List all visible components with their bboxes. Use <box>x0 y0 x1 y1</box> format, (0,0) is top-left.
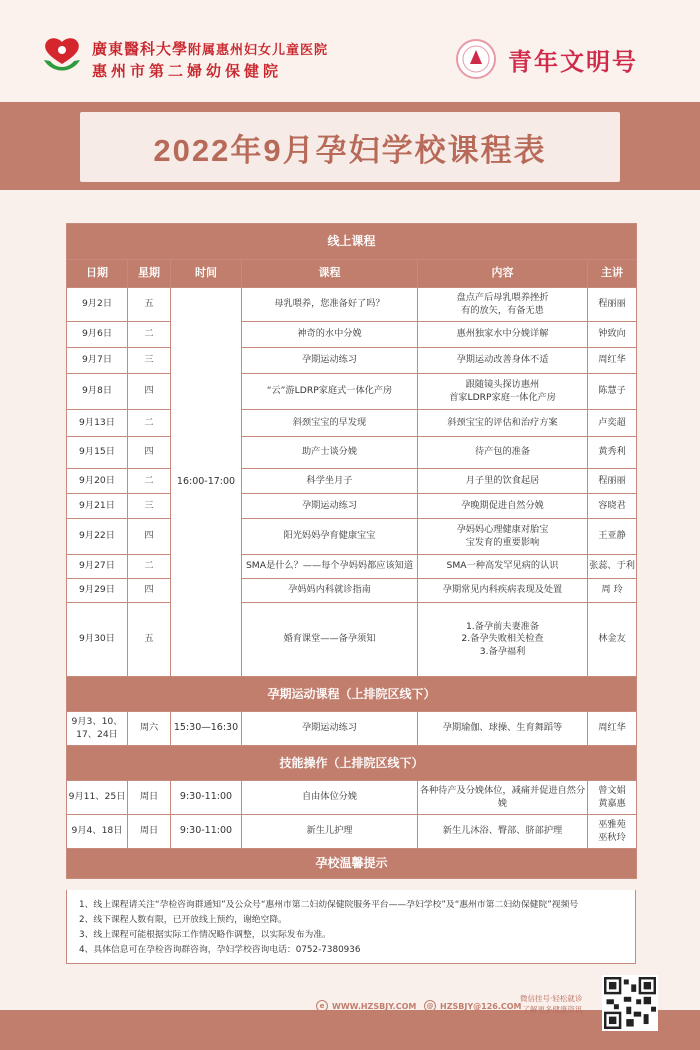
speaker-cell: 周红华 <box>588 348 637 374</box>
weekday-cell: 周日 <box>128 815 171 849</box>
website-text[interactable]: WWW.HZSBJY.COM <box>332 1001 417 1011</box>
course-cell: 孕期运动练习 <box>242 712 418 746</box>
section-online <box>67 224 637 260</box>
weekday-cell: 五 <box>128 288 171 322</box>
table-row <box>67 374 637 410</box>
speaker-cell: 容晓君 <box>588 494 637 519</box>
course-cell: 阳光妈妈孕育健康宝宝 <box>242 519 418 555</box>
section-skills <box>67 746 637 781</box>
tip-item: 2、线下课程人数有限，已开放线上预约，谢绝空降。 <box>79 914 287 925</box>
course-cell: 新生儿护理 <box>242 815 418 849</box>
speaker-cell: 林金友 <box>588 603 637 677</box>
date-cell: 9月29日 <box>67 579 128 603</box>
time-cell: 9:30-11:00 <box>171 781 242 815</box>
weekday-cell: 四 <box>128 519 171 555</box>
hospital-name-secondary: 惠州市第二婦幼保健院 <box>92 62 283 80</box>
brand-title: 青年文明号 <box>508 47 638 76</box>
tip-item: 3、线上课程可能根据实际工作情况略作调整，以实际发布为准。 <box>79 929 331 940</box>
content-cell: 月子里的饮食起居 <box>418 469 588 494</box>
speaker-cell: 陈慧子 <box>588 374 637 410</box>
column-header-weekday: 星期 <box>128 260 171 288</box>
table-row <box>67 469 637 494</box>
course-cell: 孕妈妈内科就诊指南 <box>242 579 418 603</box>
section-title: 技能操作（上排院区线下） <box>67 746 637 781</box>
table-row <box>67 555 637 579</box>
time-cell: 9:30-11:00 <box>171 815 242 849</box>
date-cell: 9月8日 <box>67 374 128 410</box>
weekday-cell: 三 <box>128 494 171 519</box>
content-cell: 各种待产及分娩体位，减痛并促进自然分娩 <box>418 781 588 815</box>
hospital-logo-icon <box>40 34 84 78</box>
speaker-cell: 巫雅苑 巫秋玲 <box>588 815 637 849</box>
date-cell: 9月11、25日 <box>67 781 128 815</box>
tip-item: 4、具体信息可在孕检咨询群咨询，孕妇学校咨询电话：0752-7380936 <box>79 944 361 955</box>
table-row <box>67 712 637 746</box>
date-cell: 9月7日 <box>67 348 128 374</box>
section-title: 线上课程 <box>67 224 637 260</box>
weekday-cell: 周六 <box>128 712 171 746</box>
content-cell: 孕晚期促进自然分娩 <box>418 494 588 519</box>
table-row <box>67 410 637 437</box>
column-header-content: 内容 <box>418 260 588 288</box>
time-cell: 16:00-17:00 <box>171 288 242 677</box>
content-cell: 待产包的准备 <box>418 437 588 469</box>
weekday-cell: 三 <box>128 348 171 374</box>
content-cell: 孕期瑜伽、球操、生育舞蹈等 <box>418 712 588 746</box>
content-cell: 孕期运动改善身体不适 <box>418 348 588 374</box>
course-cell: 斜颈宝宝的早发现 <box>242 410 418 437</box>
tip-item: 1、线上课程请关注“孕检咨询群通知”及公众号“惠州市第二妇幼保健院服务平台——孕妇学校”及“惠州市第二妇幼保健院”视频号 <box>79 900 579 910</box>
content-cell: 新生儿沐浴、臀部、脐部护理 <box>418 815 588 849</box>
date-cell: 9月4、18日 <box>67 815 128 849</box>
column-header-time: 时间 <box>171 260 242 288</box>
speaker-cell: 程丽丽 <box>588 469 637 494</box>
speaker-cell: 黄秀利 <box>588 437 637 469</box>
content-cell: SMA一种高发罕见病的认识 <box>418 555 588 579</box>
date-cell: 9月2日 <box>67 288 128 322</box>
date-cell: 9月30日 <box>67 603 128 677</box>
qr-note-line1: 微信挂号·轻松就诊 <box>520 994 583 1003</box>
course-cell: 自由体位分娩 <box>242 781 418 815</box>
time-cell: 15:30—16:30 <box>171 712 242 746</box>
course-cell: “云”游LDRP家庭式一体化产房 <box>242 374 418 410</box>
website-contact[interactable] <box>316 1000 416 1012</box>
speaker-cell: 王亚静 <box>588 519 637 555</box>
speaker-cell: 周红华 <box>588 712 637 746</box>
column-header-date: 日期 <box>67 260 128 288</box>
course-cell: 孕期运动练习 <box>242 494 418 519</box>
speaker-cell: 周 玲 <box>588 579 637 603</box>
weekday-cell: 二 <box>128 555 171 579</box>
speaker-cell: 钟致向 <box>588 322 637 348</box>
table-row <box>67 437 637 469</box>
schedule-table <box>66 223 637 879</box>
content-cell: 惠州独家水中分娩详解 <box>418 322 588 348</box>
table-row <box>67 815 637 849</box>
table-row <box>67 322 637 348</box>
content-cell: 跟随镜头探访惠州 首家LDRP家庭一体化产房 <box>418 374 588 410</box>
column-header-speaker: 主讲 <box>588 260 637 288</box>
content-cell: 斜颈宝宝的评估和治疗方案 <box>418 410 588 437</box>
table-row <box>67 494 637 519</box>
weekday-cell: 五 <box>128 603 171 677</box>
email-icon: @ <box>424 1000 436 1012</box>
page-title: 2022年9月孕妇学校课程表 <box>153 132 547 168</box>
date-cell: 9月27日 <box>67 555 128 579</box>
course-cell: 神奇的水中分娩 <box>242 322 418 348</box>
section-exercise <box>67 677 637 712</box>
content-cell: 孕期常见内科疾病表现及处置 <box>418 579 588 603</box>
header <box>0 0 700 100</box>
course-cell: 助产士谈分娩 <box>242 437 418 469</box>
weekday-cell: 二 <box>128 410 171 437</box>
hospital-name-primary <box>92 38 328 59</box>
table-row <box>67 348 637 374</box>
hospital-name-cn: 廣東醫科大學 <box>92 40 189 58</box>
column-header-course: 课程 <box>242 260 418 288</box>
speaker-cell: 卢奕超 <box>588 410 637 437</box>
qr-code-icon[interactable] <box>602 975 658 1031</box>
table-row <box>67 603 637 677</box>
date-cell: 9月15日 <box>67 437 128 469</box>
date-cell: 9月22日 <box>67 519 128 555</box>
date-cell: 9月21日 <box>67 494 128 519</box>
email-contact[interactable] <box>424 1000 522 1012</box>
date-cell: 9月13日 <box>67 410 128 437</box>
course-cell: 母乳喂养，您准备好了吗？ <box>242 288 418 322</box>
content-cell: 孕妈妈心理健康对胎宝 宝发育的重要影响 <box>418 519 588 555</box>
tips-panel <box>66 890 636 964</box>
banner-panel <box>80 112 620 182</box>
footer-bar <box>0 1010 700 1050</box>
table-row <box>67 519 637 555</box>
weekday-cell: 四 <box>128 437 171 469</box>
speaker-cell: 程丽丽 <box>588 288 637 322</box>
weekday-cell: 周日 <box>128 781 171 815</box>
date-cell: 9月20日 <box>67 469 128 494</box>
section-tips <box>67 849 637 879</box>
globe-icon: e <box>316 1000 328 1012</box>
date-cell: 9月6日 <box>67 322 128 348</box>
qr-note-line2: 了解更多健康资讯 <box>522 1004 583 1014</box>
section-title: 孕校温馨提示 <box>67 849 637 879</box>
course-cell: 科学坐月子 <box>242 469 418 494</box>
qr-note <box>520 994 582 1015</box>
content-cell: 盘点产后母乳喂养挫折 有的放矢，有备无患 <box>418 288 588 322</box>
weekday-cell: 四 <box>128 579 171 603</box>
hospital-affiliation: 附属惠州妇女儿童医院 <box>188 43 329 58</box>
table-row <box>67 781 637 815</box>
column-header-row <box>67 260 637 288</box>
table-row <box>67 579 637 603</box>
email-text[interactable]: HZSBJY@126.COM <box>440 1001 522 1011</box>
speaker-cell: 张蕊、于利 <box>588 555 637 579</box>
weekday-cell: 四 <box>128 374 171 410</box>
section-title: 孕期运动课程（上排院区线下） <box>67 677 637 712</box>
weekday-cell: 二 <box>128 469 171 494</box>
table-row <box>67 288 637 322</box>
weekday-cell: 二 <box>128 322 171 348</box>
youth-emblem-icon <box>455 38 497 80</box>
speaker-cell: 曾文娟 黄嘉惠 <box>588 781 637 815</box>
course-cell: SMA是什么？——每个孕妈妈都应该知道 <box>242 555 418 579</box>
date-cell: 9月3、10、 17、24日 <box>67 712 128 746</box>
course-cell: 孕期运动练习 <box>242 348 418 374</box>
course-cell: 婚育课堂——备孕须知 <box>242 603 418 677</box>
content-cell: 1.备孕前夫妻准备 2.备孕失败相关检查 3.备孕福利 <box>418 603 588 677</box>
